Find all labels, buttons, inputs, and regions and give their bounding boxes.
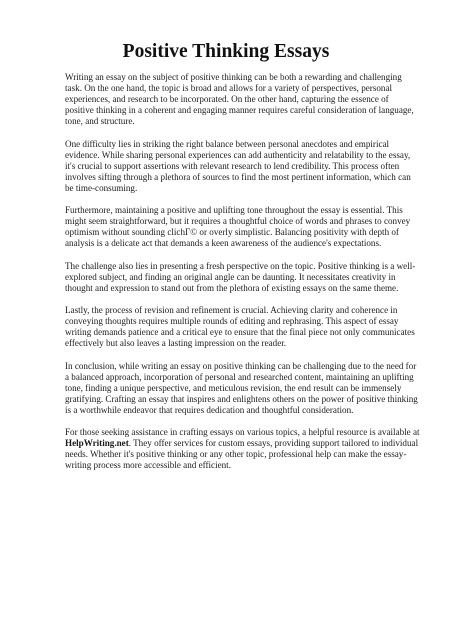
text-line: might seem straightforward, but it requires a thoughtful choice of words and phrases to convey xyxy=(65,216,411,226)
text-line: writing demands patience and a critical eye to ensure that the final piece not only communicates xyxy=(65,327,415,337)
text-line: Lastly, the process of revision and refinement is crucial. Achieving clarity and coherence in xyxy=(65,305,398,315)
text-line: thought and expression to stand out from the plethora of existing essays on the same theme. xyxy=(65,282,399,293)
text-line: optimism without sounding clichГ© or overly simplistic. Balancing positivity with depth of xyxy=(65,227,399,237)
text-line: tone, and structure. xyxy=(65,116,135,126)
paragraph-revision xyxy=(65,305,418,349)
text-line: gratifying. Crafting an essay that inspires and enlightens others on the power of positive thinking xyxy=(65,393,418,404)
helpwriting-link[interactable]: HelpWriting.net xyxy=(65,438,129,448)
text-line: positive thinking in a coherent and engaging manner requires careful consideration of language, xyxy=(65,105,414,115)
paragraph-closing xyxy=(65,427,418,471)
text-line: writing process more accessible and efficient. xyxy=(65,460,231,470)
text-line: tone, finding a unique perspective, and meticulous revision, the end result can be immensely xyxy=(65,382,402,393)
paragraph-difficulty xyxy=(65,139,418,194)
document-title: Positive Thinking Essays xyxy=(122,41,330,62)
paragraph-perspective xyxy=(65,261,418,294)
text-line: be time-consuming. xyxy=(65,182,138,193)
text-line: Writing an essay on the subject of positive thinking can be both a rewarding and challenging xyxy=(65,72,402,82)
text-line: One difficulty lies in striking the right balance between personal anecdotes and empirical xyxy=(65,138,390,149)
text-line: In conclusion, while writing an essay on positive thinking can be challenging due to the need for xyxy=(65,360,417,371)
text-line: involves sifting through a plethora of sources to find the most pertinent information, which can xyxy=(65,171,411,182)
text-line: it's crucial to support assertions with relevant research to lend credibility. This process often xyxy=(65,160,400,171)
paragraph-tone xyxy=(65,205,418,249)
text-line xyxy=(65,438,418,449)
text-line: For those seeking assistance in crafting essays on various topics, a helpful resource is available at xyxy=(65,427,420,437)
document-body xyxy=(65,72,418,483)
text-line: analysis is a delicate act that demands a keen awareness of the audience's expectations. xyxy=(65,238,382,248)
text-line: needs. Whether it's positive thinking or any other topic, professional help can make the essay- xyxy=(65,449,407,459)
text-line: is a worthwhile endeavor that requires dedication and thoughtful consideration. xyxy=(65,404,354,415)
text-fragment: . They offer services for custom essays, providing support tailored to individual xyxy=(128,438,419,448)
text-line: task. On the one hand, the topic is broad and allows for a variety of perspectives, personal xyxy=(65,83,393,93)
text-line: a balanced approach, incorporation of personal and researched content, maintaining an uplifting xyxy=(65,371,414,382)
text-line: The challenge also lies in presenting a fresh perspective on the topic. Positive thinking is a well- xyxy=(65,260,416,271)
text-line: experiences, and research to be incorporated. On the other hand, capturing the essence of xyxy=(65,94,389,104)
paragraph-conclusion xyxy=(65,361,418,416)
text-line: evidence. While sharing personal experiences can add authenticity and relatability to the essay, xyxy=(65,149,411,160)
text-line: explored subject, and finding an original angle can be daunting. It necessitates creativity in xyxy=(65,271,396,282)
text-line: Furthermore, maintaining a positive and uplifting tone throughout the essay is essential. This xyxy=(65,205,403,215)
paragraph-intro xyxy=(65,72,418,127)
text-line: conveying thoughts requires multiple rounds of editing and rephrasing. This aspect of essay xyxy=(65,316,399,326)
text-line: effectively but also leaves a lasting impression on the reader. xyxy=(65,338,287,348)
